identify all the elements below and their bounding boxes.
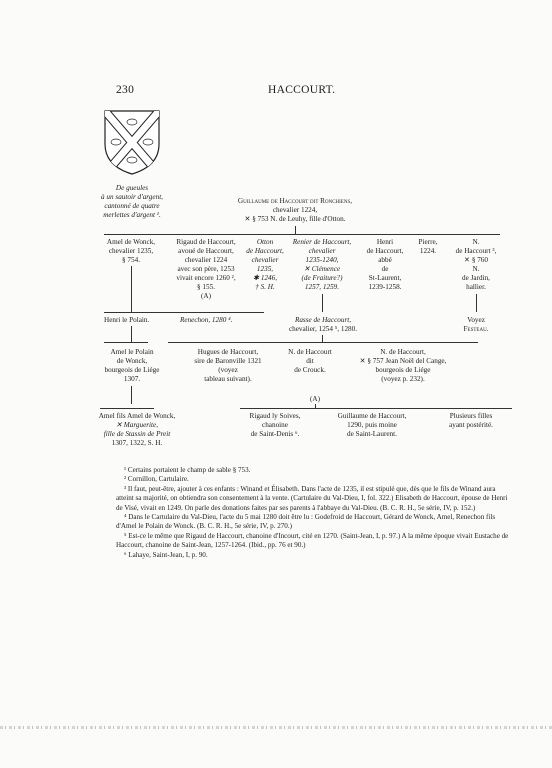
footnote-3: ³ Il faut, peut-être, ajouter à ces enfants : Winand et Élisabeth. Dans l'acte de 1235, il est stipulé que, dès que le fils de Winand aura atteint sa majorité, on obtiendra son consentement à la vente. (Cartulaire du Val-Dieu, I, fol. 322.) Elisabeth de Haccourt, épouse de Henri de Visé, vivait en 1249. On parle des donations faites par ses parents à l'abbaye du Val-Dieu. (B. C. R. H., 5e série, IV, p. 152.) [116,484,508,512]
person-henri-le-polain: Henri le Polain. [104,316,150,324]
person-n-de-haccourt: N. de Haccourt ³, ✕ § 760 N. de Jardin, hallier. [455,238,497,291]
root-person: Guillaume de Haccourt dit Ronchiens, chevalier 1224, ✕ § 753 N. de Leuhy, fille d'Otton. [237,197,353,223]
reference-a: (A) [201,292,211,300]
person-rigaud-de-haccourt: Rigaud de Haccourt, avoué de Haccourt, chevalier 1224 avec son père, 1253 vivait encore 1260 ², § 155. (A) [164,238,248,301]
person-rigaud-ly-soives: Rigaud ly Soives, chanoine de Saint-Denis ⁶. [249,412,301,438]
person-renechon: Renechon, 1280 ⁴. [180,316,233,324]
person-n-de-haccourt-dit: N. de Haccourt dit de Crouck. [288,348,332,374]
person-amel-le-polain: Amel le Polain de Wonck, bourgeois de Liége 1307. [104,348,160,383]
person-plusieurs-filles: Plusieurs filles ayant postérité. [449,412,493,429]
person-rasse-de-haccourt: Rasse de Haccourt, chevalier, 1254 ⁵, 1280. [288,316,358,333]
reference-a-lower: (A) [310,395,320,403]
person-pierre: Pierre, 1224. [418,238,438,255]
footnote-5: ⁵ Est-ce le même que Rigaud de Haccourt, chanoine d'Incourt, cité en 1270. (Saint-Jean, I, p. 97.) A la même époque vivait Eustache de Haccourt, chanoine de Saint-Jean, 1257-1264. (Ibid., pp. 76 et 90.) [116,531,509,550]
person-otton: Otton de Haccourt, chevalier 1235, ✱ 1246, † S. H. [246,238,284,291]
person-hugues-de-haccourt: Hugues de Haccourt, sire de Baronville 1321 (voyez tableau suivant). [194,348,262,383]
page-title: HACCOURT. [268,84,336,96]
footnote-4: ⁴ Dans le Cartulaire du Val-Dieu, l'acte du 5 mai 1280 doit être lu : Godefroid de Haccourt, Gérard de Wonck, Amel, Renechon fils d'Amel le Polain de Wonck. (B. C. R. H., 5e série, IV, p. 270.) [116,513,496,531]
person-amel-fils-amel: Amel fils Amel de Wonck, ✕ Marguerite, fille de Stassin de Preit 1307, 1322, S. H. [98,412,176,447]
person-guillaume-de-haccourt: Guillaume de Haccourt, 1290, puis moine de Saint-Laurent. [337,412,407,438]
person-n-de-haccourt-jean-noel: N. de Haccourt, ✕ § 757 Jean Noël del Cange, bourgeois de Liége (voyez p. 232). [359,348,447,383]
footnote-2: ² Cornillon, Cartulaire. [124,475,189,484]
footnote-1: ¹ Certains portaient le champ de sable § 753. [124,466,251,474]
page-number: 230 [116,84,135,96]
reference-voyez-festeau: Voyez Festeau. [463,316,489,333]
scan-edge-artifact [0,726,552,729]
footnote-6: ⁶ Lahaye, Saint-Jean, I, p. 90. [124,550,208,559]
person-amel-de-wonck: Amel de Wonck, chevalier 1235, § 754. [106,238,156,264]
person-renier-de-haccourt: Renier de Haccourt, chevalier 1235-1240, ✕ Clémence (de Fraiture?) 1257, 1259. [292,238,352,291]
arms-caption: De gueules à un sautoir d'argent, cantonné de quatre merlettes d'argent ¹. [101,184,163,219]
coat-of-arms-shield-icon [102,108,162,176]
footnotes [116,466,510,560]
person-henri-de-haccourt: Henri de Haccourt, abbé de St-Laurent, 1239-1258. [366,238,404,291]
